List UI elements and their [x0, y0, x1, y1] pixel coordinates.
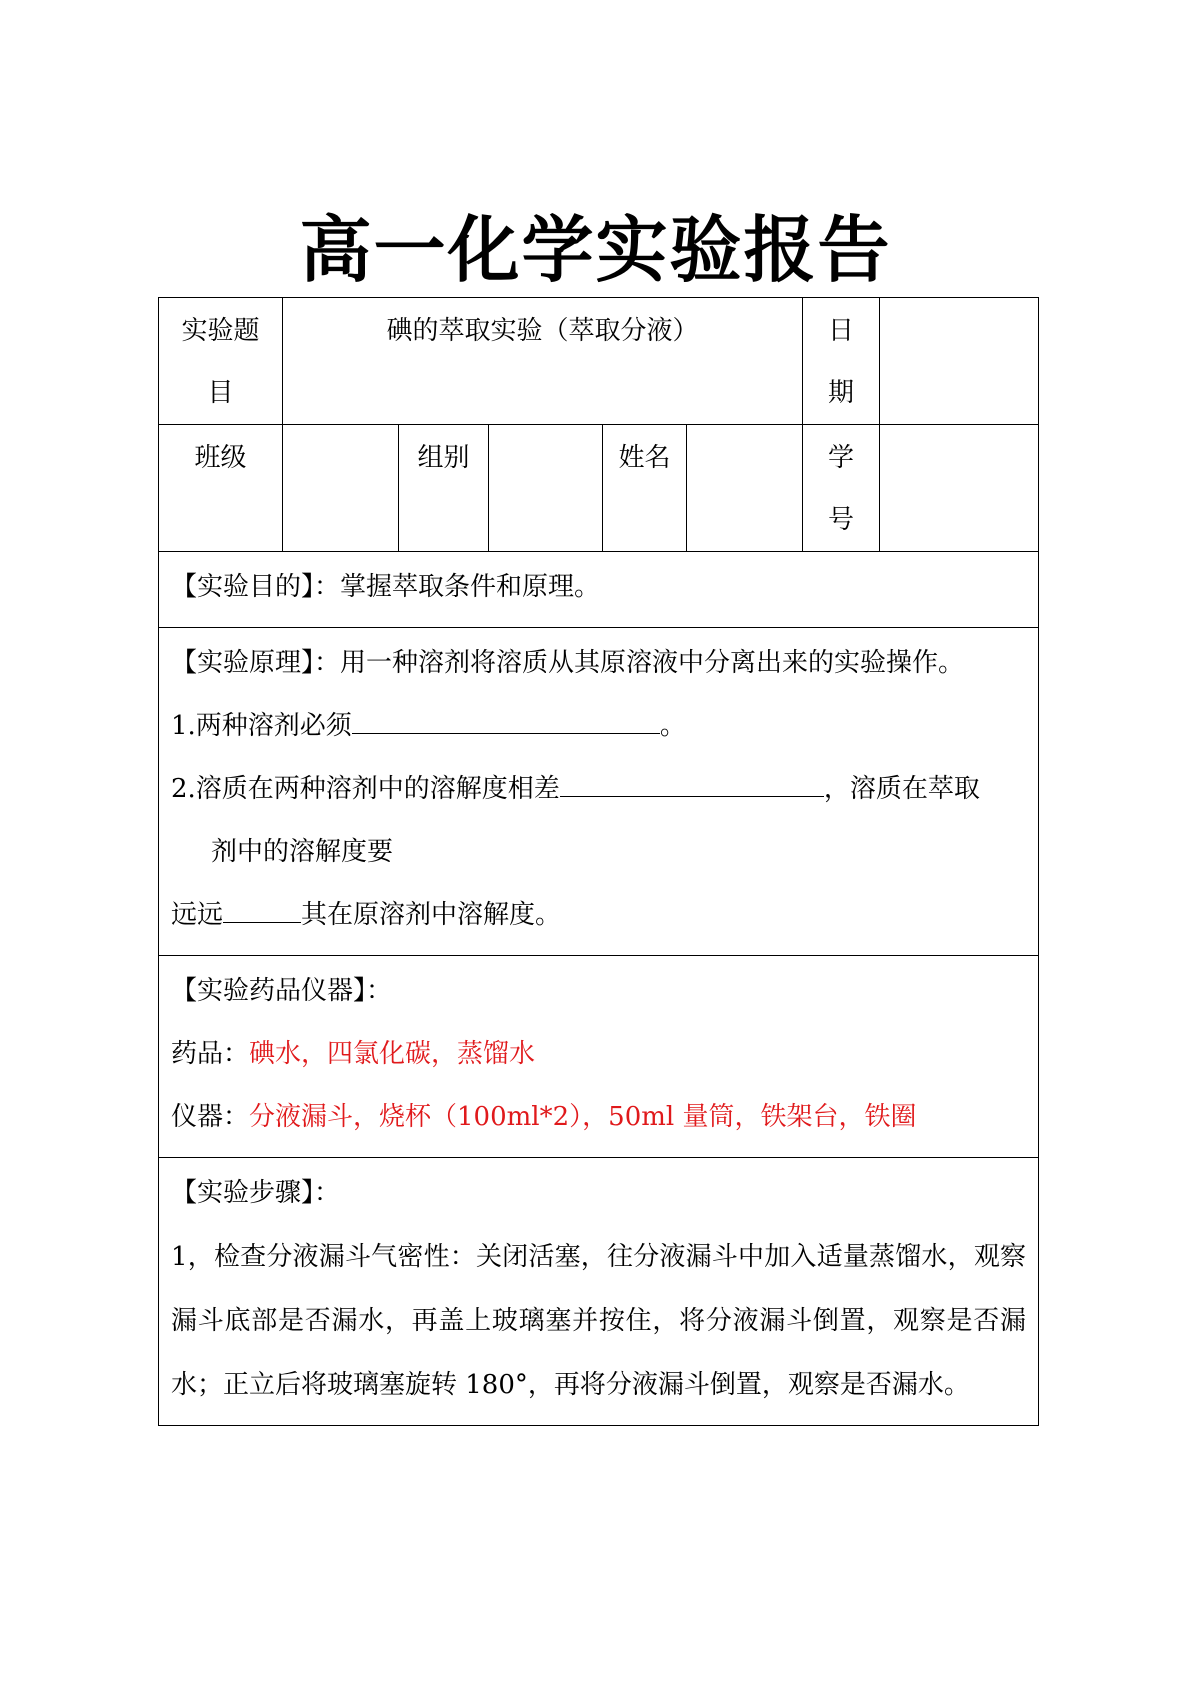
id-label-cell [803, 425, 880, 552]
principle-item2-line3-blank[interactable] [223, 892, 301, 923]
date-label-cell [803, 298, 880, 425]
principle-text: 用一种溶剂将溶质从其原溶液中分离出来的实验操作。 [340, 648, 965, 678]
materials-section [159, 956, 1039, 1158]
instruments-value: 分液漏斗，烧杯（100ml*2），50ml 量筒，铁架台，铁圈 [249, 1102, 917, 1132]
date-label: 日期 [828, 316, 855, 408]
principle-item1-blank[interactable] [352, 703, 660, 734]
name-label: 姓名 [618, 443, 671, 473]
principle-item1-prefix: 1.两种溶剂必须 [171, 711, 352, 741]
principle-item2-line2: 剂中的溶解度要 [211, 837, 394, 867]
class-label-cell [159, 425, 283, 552]
drugs-value: 碘水，四氯化碳，蒸馏水 [249, 1039, 536, 1069]
principle-heading: 【实验原理】： [171, 648, 341, 678]
id-label: 学号 [828, 443, 855, 535]
name-value-cell[interactable] [687, 425, 803, 552]
purpose-section [159, 552, 1039, 628]
group-label: 组别 [417, 443, 470, 473]
materials-heading: 【实验药品仪器】： [171, 976, 393, 1006]
row-topic [159, 298, 1039, 425]
class-value-cell[interactable] [283, 425, 399, 552]
steps-section [159, 1158, 1039, 1426]
principle-item2-blank[interactable] [560, 766, 824, 797]
group-value-cell[interactable] [489, 425, 603, 552]
topic-value: 碘的萃取实验（萃取分液） [386, 316, 699, 346]
topic-value-cell[interactable] [283, 298, 803, 425]
report-title: 高一化学实验报告 [299, 208, 892, 292]
principle-item2-suffix: ，溶质在萃取 [823, 774, 980, 804]
group-label-cell [399, 425, 489, 552]
topic-label-cell [159, 298, 283, 425]
principle-section [159, 628, 1039, 956]
principle-item2-line3-suffix: 其在原溶剂中溶解度。 [301, 900, 562, 930]
row-student-info [159, 425, 1039, 552]
class-label: 班级 [194, 443, 247, 473]
steps-heading: 【实验步骤】： [171, 1178, 341, 1208]
date-value-cell[interactable] [880, 298, 1039, 425]
topic-label: 实验题目 [181, 316, 260, 408]
step-1-text: 1，检查分液漏斗气密性：关闭活塞，往分液漏斗中加入适量蒸馏水，观察漏斗底部是否漏水，再盖上玻璃塞并按住，将分液漏斗倒置，观察是否漏水；正立后将玻璃塞旋转 180°，再将分液漏斗倒置，观察是否漏水。 [171, 1242, 1027, 1400]
row-purpose [159, 552, 1039, 628]
instruments-label: 仪器： [171, 1102, 250, 1132]
report-table [158, 297, 1039, 1426]
row-steps [159, 1158, 1039, 1426]
drugs-label: 药品： [171, 1039, 250, 1069]
principle-item1-suffix: 。 [659, 711, 686, 741]
principle-item2-line3-prefix: 远远 [171, 900, 224, 930]
id-value-cell[interactable] [880, 425, 1039, 552]
purpose-heading: 【实验目的】： [171, 572, 341, 602]
row-principle [159, 628, 1039, 956]
name-label-cell [603, 425, 687, 552]
purpose-text: 掌握萃取条件和原理。 [340, 572, 601, 602]
row-materials [159, 956, 1039, 1158]
principle-item2-prefix: 2.溶质在两种溶剂中的溶解度相差 [171, 774, 560, 804]
